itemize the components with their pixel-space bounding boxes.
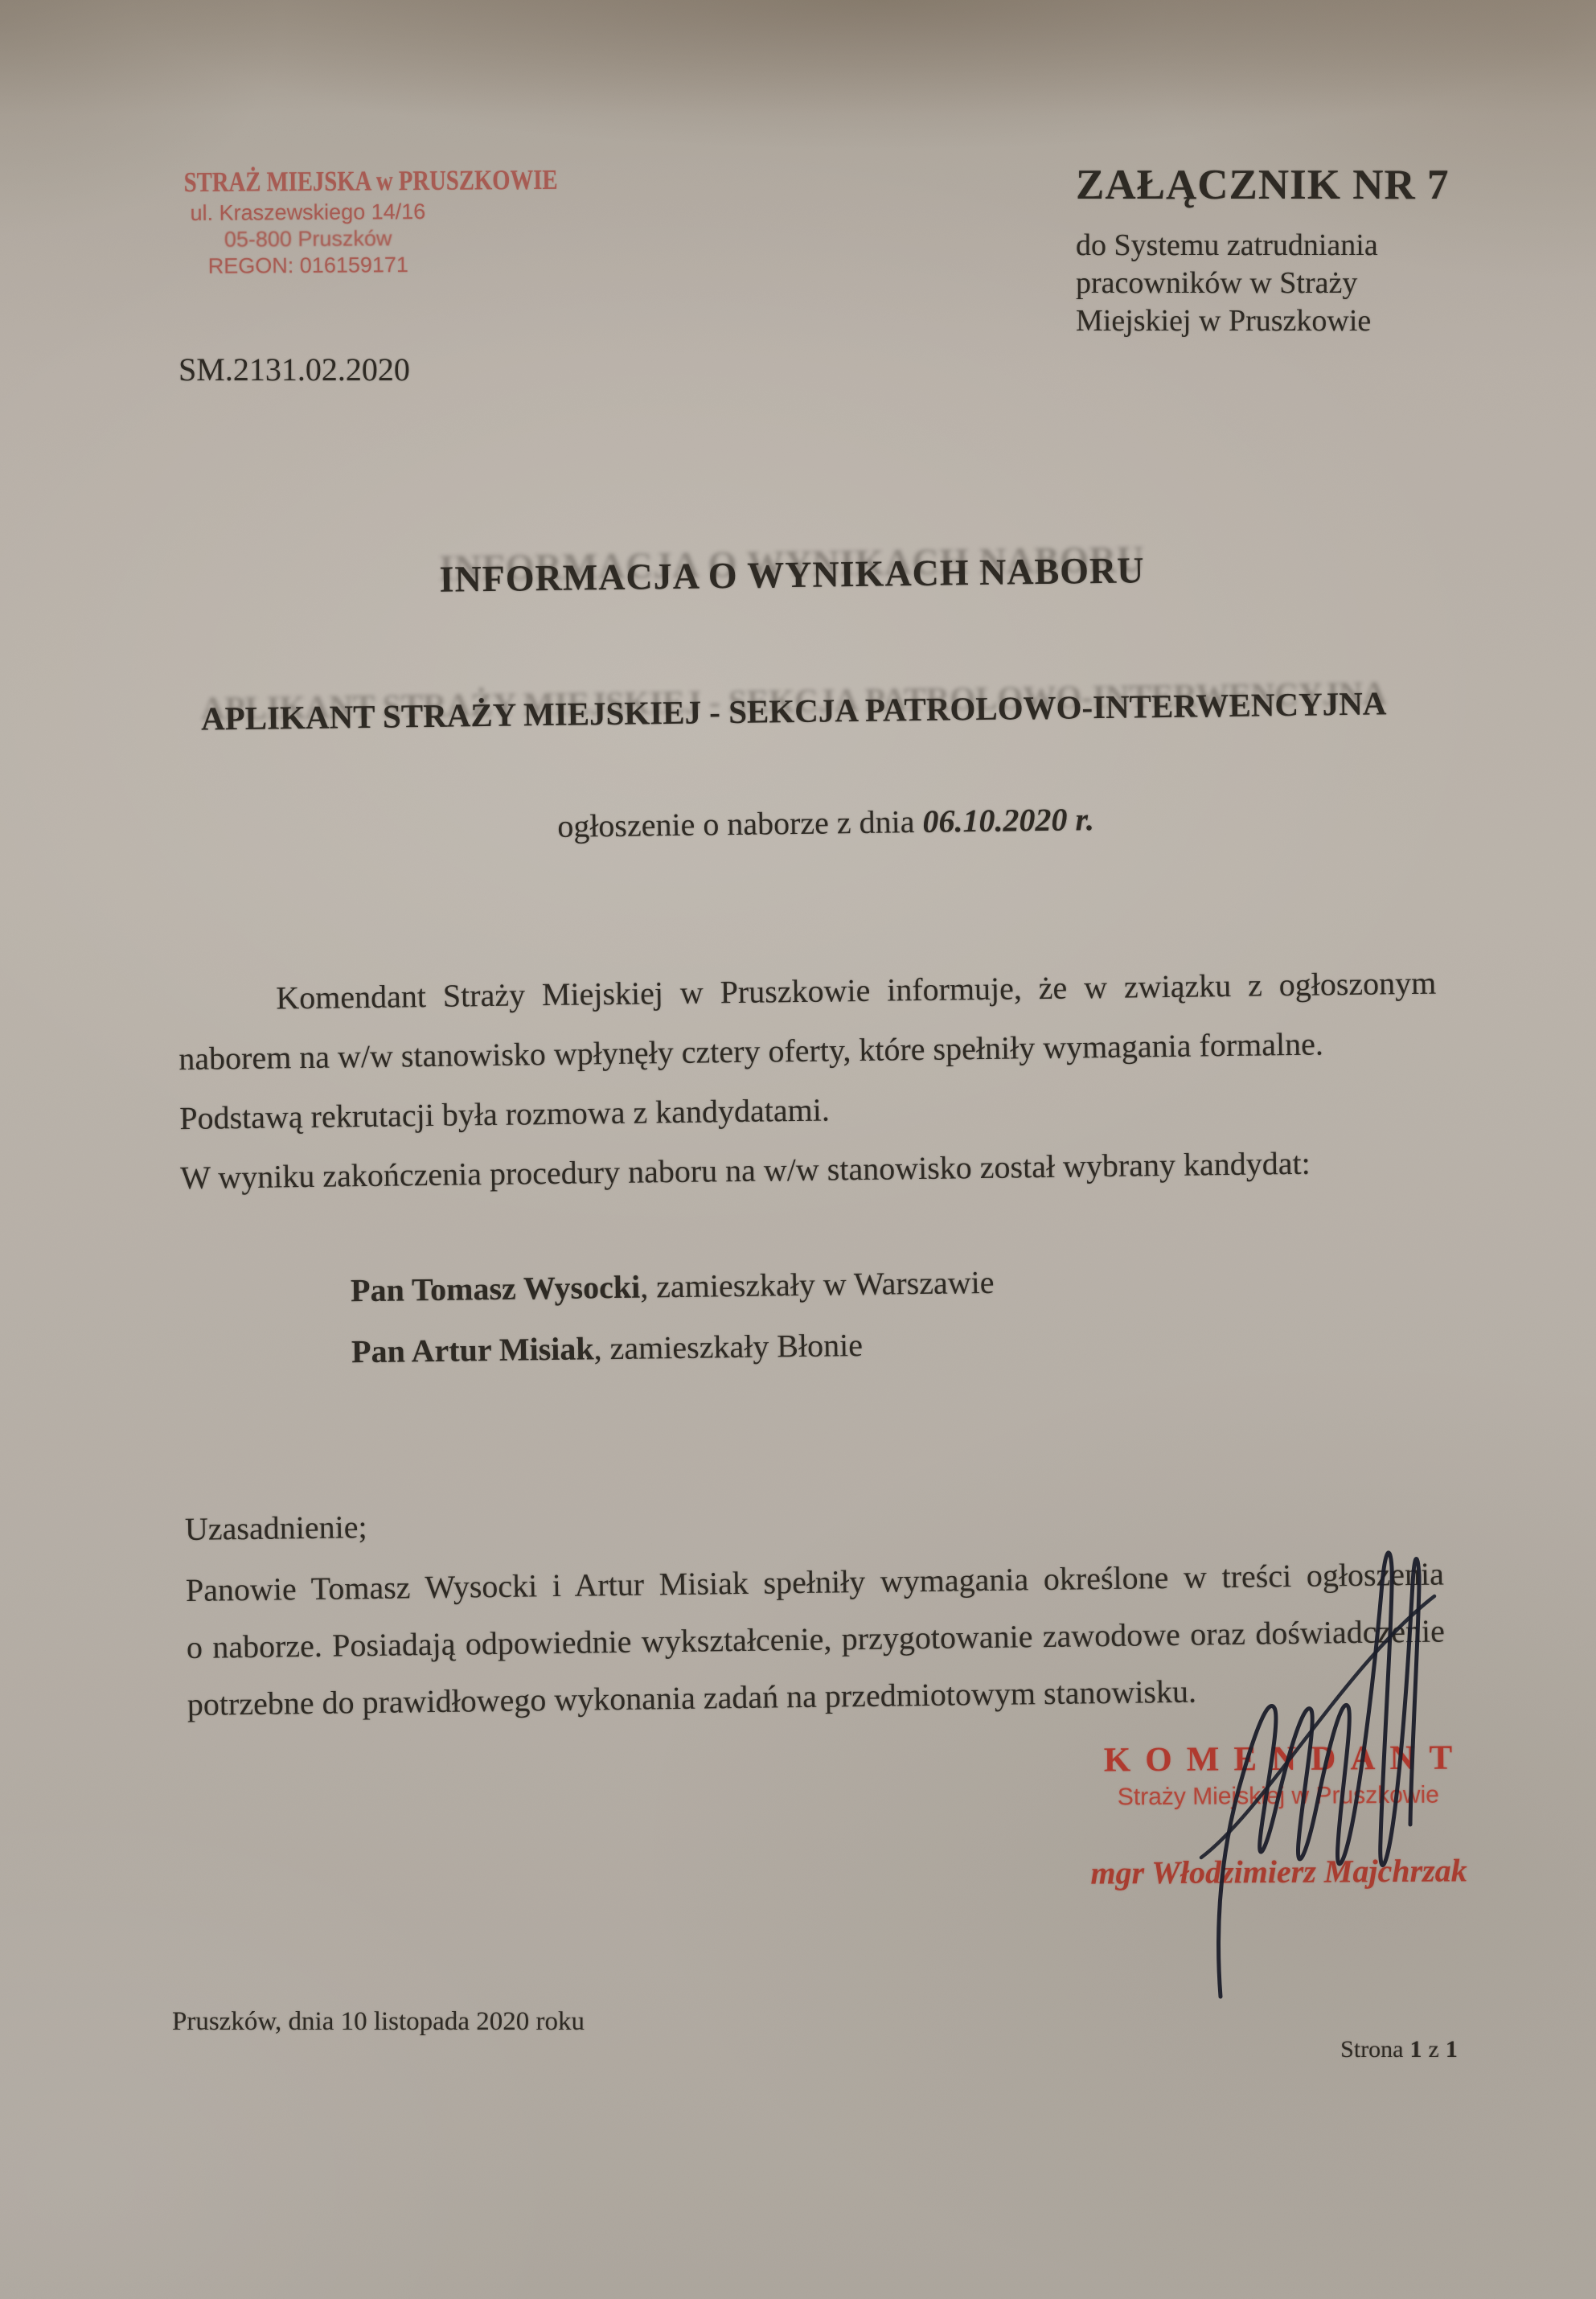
announcement-prefix: ogłoszenie o naborze z dnia [556, 803, 915, 844]
page-number-current: 1 [1409, 2036, 1422, 2063]
commander-signer-name: mgr Włodzimierz Majchrzak [1090, 1852, 1467, 1891]
attachment-subtitle-line-2: pracowników w Straży [1076, 266, 1358, 300]
commander-organization: Straży Miejskiej w Pruszkowie [1117, 1781, 1439, 1811]
intro-line-4: W wyniku zakończenia procedury naboru na w/w stanowisko został wybrany kandydat: [179, 1144, 1311, 1197]
page-number-prefix: Strona [1340, 2036, 1404, 2063]
page-number-separator: z [1428, 2036, 1439, 2063]
sender-regon: REGON: 016159171 [207, 252, 409, 278]
handwritten-signature [1179, 1534, 1454, 2007]
sender-name: STRAŻ MIEJSKA w PRUSZKOWIE [183, 163, 558, 199]
intro-line-1: Komendant Straży Miejskiej w Pruszkowie informuje, że w związku z ogłoszonym [276, 964, 1437, 1016]
page-number-total: 1 [1445, 2036, 1458, 2063]
candidate-details: , zamieszkały w Warszawie [639, 1263, 995, 1305]
page-number [1303, 2036, 1495, 2063]
place-and-date: Pruszków, dnia 10 listopada 2020 roku [172, 2007, 585, 2036]
intro-line-2: naborem na w/w stanowisko wpłynęły cztery oferty, które spełniły wymagania formalne. [178, 1025, 1324, 1078]
attachment-title: ZAŁĄCZNIK NR 7 [1076, 162, 1450, 208]
attachment-subtitle-line-3: Miejskiej w Pruszkowie [1076, 304, 1372, 338]
reference-number: SM.2131.02.2020 [178, 351, 410, 388]
attachment-subtitle-line-1: do Systemu zatrudniania [1076, 228, 1378, 262]
justification-heading: Uzasadnienie; [184, 1509, 367, 1548]
candidate-name: Pan Artur Misiak [351, 1330, 594, 1370]
justification-line-2: o naborze. Posiadają odpowiednie wykształcenie, przygotowanie zawodowe oraz doświadczenie [186, 1612, 1446, 1666]
sender-city: 05-800 Pruszków [224, 226, 392, 252]
commander-role: KOMENDANT [1103, 1739, 1467, 1780]
justification-line-3: potrzebne do prawidłowego wykonania zadań na przedmiotowym stanowisku. [187, 1673, 1197, 1723]
sender-street: ul. Kraszewskiego 14/16 [190, 199, 426, 226]
justification-line-1: Panowie Tomasz Wysocki i Artur Misiak spełniły wymagania określone w treści ogłoszenia [185, 1555, 1445, 1609]
position-title: APLIKANT STRAŻY MIEJSKIEJ - SEKCJA PATROLOWO-INTERWENCYJNA [200, 684, 1387, 737]
candidate-details: , zamieszkały Błonie [593, 1326, 864, 1367]
intro-line-3: Podstawą rekrutacji była rozmowa z kandydatami. [179, 1091, 831, 1137]
document-title: INFORMACJA O WYNIKACH NABORU [439, 549, 1145, 600]
candidate-name: Pan Tomasz Wysocki [350, 1268, 641, 1309]
announcement-date: 06.10.2020 r. [922, 801, 1095, 840]
